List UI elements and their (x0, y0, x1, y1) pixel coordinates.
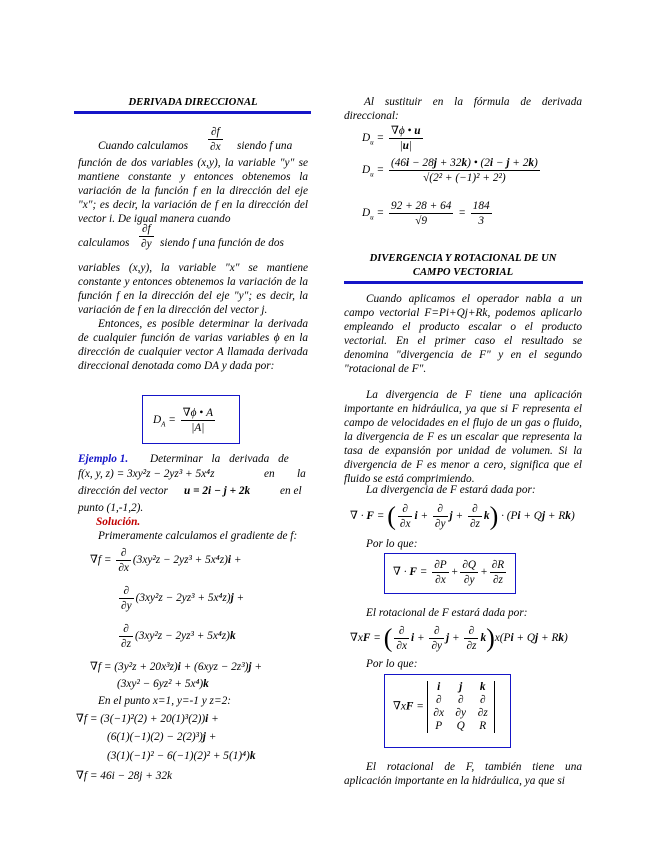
partial-fx-fraction: $\frac{\partial f}{\partial x}$ (210, 126, 221, 153)
du-substitution: $D_u$ = $\frac{(46i - 28j + 32k) • (2i - j + 2k)}{\text{√(2² + (−1)² + 2²)}}$ (362, 157, 538, 184)
paragraph-substitute: Al sustituir en la fórmula de derivada direccional: (344, 96, 582, 122)
partial-fy-fraction: $\frac{\partial f}{\partial y}$ (141, 223, 152, 250)
paragraph-partial-x: función de dos variables (x,y), la variable "y" se mantiene constante y entonces obtenemos la variación de la función f en la dirección del eje "x"; es decir, la variación de f en la dirección del vector i. De igual manera cuando (78, 157, 308, 225)
example-en-el: en el (280, 485, 302, 497)
paragraph-partial-y: variables (x,y), la variable "x" se mantiene constante y entonces obtenemos la variación de la función f en la dirección del eje "y"; es decir, la variación de f en la dirección del vector j. (78, 262, 308, 316)
example-la: la (297, 468, 306, 480)
calc-text-a: calculamos (78, 237, 130, 249)
example-function: f(x, y, z) = 3xy²z − 2yz³ + 5x⁴z (78, 468, 215, 480)
example-en: en (264, 468, 275, 480)
paragraph-directional-definition: Entonces, es posible determinar la derivada de cualquier función de varias variables ϕ en la dirección de cualquier vector A llamada derivada direccional denotada como DA y dada por: (78, 318, 308, 372)
formula-box-curl: ∇xF = i j k ∂ ∂ ∂ ∂x ∂y ∂z P Q R (384, 674, 511, 748)
por-lo-que-1: Por lo que: (366, 538, 418, 550)
gradient-eval-1: ∇f = (3(−1)²(2) + 20(1)³(2))i + (76, 713, 219, 725)
calc-text-b: siendo f una función de dos (160, 237, 284, 249)
section-heading-divergence-l1: DIVERGENCIA Y ROTACIONAL DE UN (369, 253, 557, 264)
gradient-line-1: ∇f = $\frac{\partial}{\partial x}$ (3xy²z − 2yz³ + 5x⁴z)i + (90, 547, 242, 574)
section-heading-divergence-l2: CAMPO VECTORIAL (412, 267, 514, 278)
paragraph-nabla: Cuando aplicamos el operador nabla a un campo vectorial F=Pi+Qj+Rk, podemos aplicarlo empleando el producto escalar o el producto vectorial. En el primer caso el resultado se denomina "divergencia de F" y en el segundo "rotacional de F". (344, 293, 582, 375)
du-result: $D_u$ = $\frac{92 + 28 + 64}{√9}$ = $\frac{184}{3}$ (362, 200, 490, 227)
gradient-eval-3: (3(1)(−1)² − 6(−1)(2)² + 5(1)⁴)k (107, 750, 256, 762)
paragraph-divergence-application: La divergencia de F tiene una aplicación importante en hidráulica, ya que si F representa el campo de velocidades en el flujo de un gas o fluido, la divergencia de F es un escalar que representa la tasa de expansión por unidad de volumen. Si la divergencia de F es menor a cero, significa que el fluido se está comprimiendo. (344, 389, 582, 485)
formula-box-divergence: ∇ · F = $\frac{\partial P}{\partial x}$ + $\frac{\partial Q}{\partial y}$ + $\frac{\partial R}{\partial z}$ (384, 553, 516, 594)
point-text: En el punto x=1, y=-1 y z=2: (98, 695, 231, 707)
gradient-line-3: $\frac{\partial}{\partial z}$ (3xy²z − 2yz³ + 5x⁴z)k (121, 623, 236, 650)
intro-text-a: Cuando calculamos (98, 140, 189, 152)
solution-text: Primeramente calculamos el gradiente de f: (98, 530, 298, 542)
example-point: punto (1,-1,2). (78, 502, 144, 514)
heading2-underline (344, 281, 583, 284)
solution-label: Solución. (96, 516, 141, 528)
example-label: Ejemplo 1. (78, 453, 129, 465)
gradient-result: ∇f = 46i − 28j + 32k (76, 770, 173, 782)
example-direction: dirección del vector (78, 485, 168, 497)
curl-intro: El rotacional de F estará dada por: (366, 607, 528, 619)
paragraph-curl-application: El rotacional de F, también tiene una aplicación importante en la hidráulica, ya que si (344, 761, 582, 787)
formula-box-directional: $D_A$ = $\frac{\nabla\phi • A}{|A|}$ (142, 395, 240, 444)
por-lo-que-2: Por lo que: (366, 658, 418, 670)
section-heading-directional-derivative: DERIVADA DIRECCIONAL (128, 97, 258, 108)
example-vector: u = 2i − j + 2k (184, 485, 251, 497)
divergence-intro: La divergencia de F estará dada por: (366, 484, 536, 496)
du-formula: $D_u$ = $\frac{\nabla\phi • u}{|u|}$ (362, 125, 421, 152)
gradient-line-4: ∇f = (3y²z + 20x³z)i + (6xyz − 2z³)j + (90, 661, 262, 673)
gradient-eval-2: (6(1)(−1)(2) − 2(2)³)j + (107, 731, 217, 743)
heading-underline (74, 111, 311, 114)
intro-text-b: siendo f una (237, 140, 293, 152)
gradient-line-5: (3xy² − 6yz² + 5x⁴)k (117, 678, 209, 690)
example-text: Determinar la derivada de (150, 453, 289, 465)
curl-formula: ∇xF = ( $\frac{\partial}{\partial x}$ i + $\frac{\partial}{\partial y}$ j + $\frac{\partial}{\partial z}$ k)x(Pi + Qj + Rk) (350, 623, 568, 653)
gradient-line-2: $\frac{\partial}{\partial y}$ (3xy²z − 2yz³ + 5x⁴z)j + (121, 585, 245, 612)
divergence-formula: ∇ · F = ( $\frac{\partial}{\partial x}$ i + $\frac{\partial}{\partial y}$ j + $\frac{\partial}{\partial z}$ k) · (Pi + Qj + Rk) (350, 501, 575, 531)
